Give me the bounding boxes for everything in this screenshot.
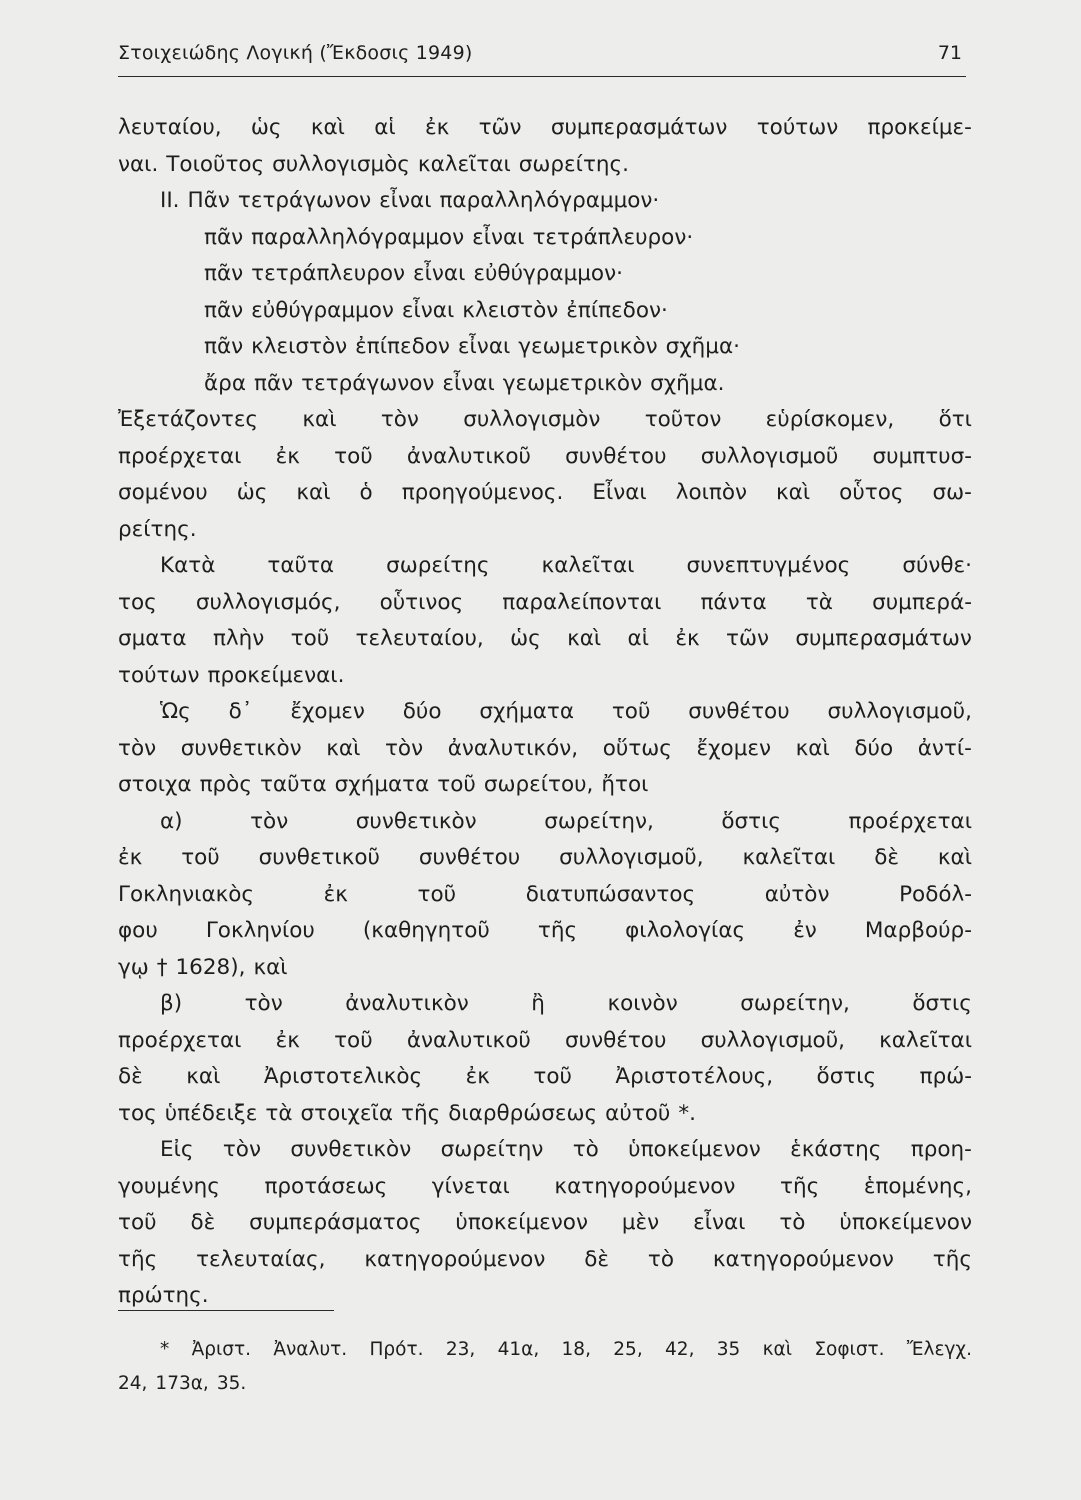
text-line: τος συλλογισμός, οὗτινος παραλείπονται πάντα τὰ συμπερά- — [118, 589, 972, 615]
running-header — [118, 42, 966, 72]
text-line: ἄρα πᾶν τετράγωνον εἶναι γεωμετρικὸν σχῆμα. — [204, 370, 725, 396]
text-line: φου Γοκληνίου (καθηγητοῦ τῆς φιλολογίας ἐν Μαρβούρ- — [118, 918, 972, 943]
footnote-line: 24, 173α, 35. — [118, 1373, 247, 1394]
text-line: σματα πλὴν τοῦ τελευταίου, ὡς καὶ αἱ ἐκ τῶν συμπερασμάτων — [118, 626, 972, 651]
text-line: λευταίου, ὡς καὶ αἱ ἐκ τῶν συμπερασμάτων τούτων προκείμε- — [118, 115, 972, 140]
text-line: ἐκ τοῦ συνθετικοῦ συνθέτου συλλογισμοῦ, καλεῖται δὲ καὶ — [118, 845, 972, 870]
text-line: πρώτης. — [118, 1283, 209, 1308]
text-line: πᾶν τετράπλευρον εἶναι εὐθύγραμμον· — [204, 261, 623, 286]
text-line: τος ὑπέδειξε τὰ στοιχεῖα τῆς διαρθρώσεως αὐτοῦ *. — [118, 1100, 696, 1126]
text-line: γουμένης προτάσεως γίνεται κατηγορούμενον τῆς ἑπομένης, — [118, 1173, 972, 1199]
text-line: Εἰς τὸν συνθετικὸν σωρείτην τὸ ὑποκείμενον ἑκάστης προη- — [160, 1137, 972, 1162]
text-line: πᾶν κλειστὸν ἐπίπεδον εἶναι γεωμετρικὸν σχῆμα· — [204, 334, 740, 359]
text-line: Ὡς δ᾽ ἔχομεν δύο σχήματα τοῦ συνθέτου συλλογισμοῦ, — [160, 699, 972, 724]
text-line: Ἐξετάζοντες καὶ τὸν συλλογισμὸν τοῦτον εὑρίσκομεν, ὅτι — [118, 407, 972, 432]
text-line: τοῦ δὲ συμπεράσματος ὑποκείμενον μὲν εἶναι τὸ ὑποκείμενον — [118, 1210, 972, 1235]
text-line: α) τὸν συνθετικὸν σωρείτην, ὅστις προέρχεται — [160, 808, 972, 834]
text-line: δὲ καὶ Ἀριστοτελικὸς ἐκ τοῦ Ἀριστοτέλους, ὅστις πρώ- — [118, 1064, 972, 1089]
text-line: προέρχεται ἐκ τοῦ ἀναλυτικοῦ συνθέτου συλλογισμοῦ συμπτυσ- — [118, 443, 972, 469]
text-line: πᾶν παραλληλόγραμμον εἶναι τετράπλευρον· — [204, 224, 694, 250]
text-line: Γοκληνιακὸς ἐκ τοῦ διατυπώσαντος αὐτὸν Ροδόλ- — [118, 881, 972, 907]
text-line: σομένου ὡς καὶ ὁ προηγούμενος. Εἶναι λοιπὸν καὶ οὗτος σω- — [118, 480, 972, 505]
text-line: στοιχα πρὸς ταῦτα σχήματα τοῦ σωρείτου, ἤτοι — [118, 772, 649, 797]
text-line: ναι. Τοιοῦτος συλλογισμὸς καλεῖται σωρείτης. — [118, 151, 629, 177]
footnote-separator — [118, 1310, 334, 1311]
footnote-line: * Ἀριστ. Ἀναλυτ. Πρότ. 23, 41α, 18, 25, 42, 35 καὶ Σοφιστ. Ἔλεγχ. — [160, 1339, 972, 1360]
text-line: γῳ † 1628), καὶ — [118, 954, 288, 980]
text-line: ΙΙ. Πᾶν τετράγωνον εἶναι παραλληλόγραμμον· — [160, 188, 660, 213]
text-line: Κατὰ ταῦτα σωρείτης καλεῖται συνεπτυγμένος σύνθε· — [160, 553, 972, 578]
text-line: τὸν συνθετικὸν καὶ τὸν ἀναλυτικόν, οὕτως ἔχομεν καὶ δύο ἀντί- — [118, 735, 972, 761]
text-line: β) τὸν ἀναλυτικὸν ἢ κοινὸν σωρείτην, ὅστις — [160, 991, 972, 1016]
text-line: ρείτης. — [118, 516, 197, 542]
text-line: τούτων προκείμεναι. — [118, 662, 345, 688]
header-rule — [118, 76, 966, 77]
page-number: 71 — [937, 42, 962, 64]
text-line: τῆς τελευταίας, κατηγορούμενον δὲ τὸ κατηγορούμενον τῆς — [118, 1246, 972, 1272]
book-title: Στοιχειώδης Λογική (Ἔκδοσις 1949) — [118, 42, 473, 64]
text-line: πᾶν εὐθύγραμμον εἶναι κλειστὸν ἐπίπεδον· — [204, 297, 668, 323]
footnote — [118, 1333, 972, 1401]
main-text — [118, 110, 972, 1315]
text-line: προέρχεται ἐκ τοῦ ἀναλυτικοῦ συνθέτου συλλογισμοῦ, καλεῖται — [118, 1027, 972, 1053]
